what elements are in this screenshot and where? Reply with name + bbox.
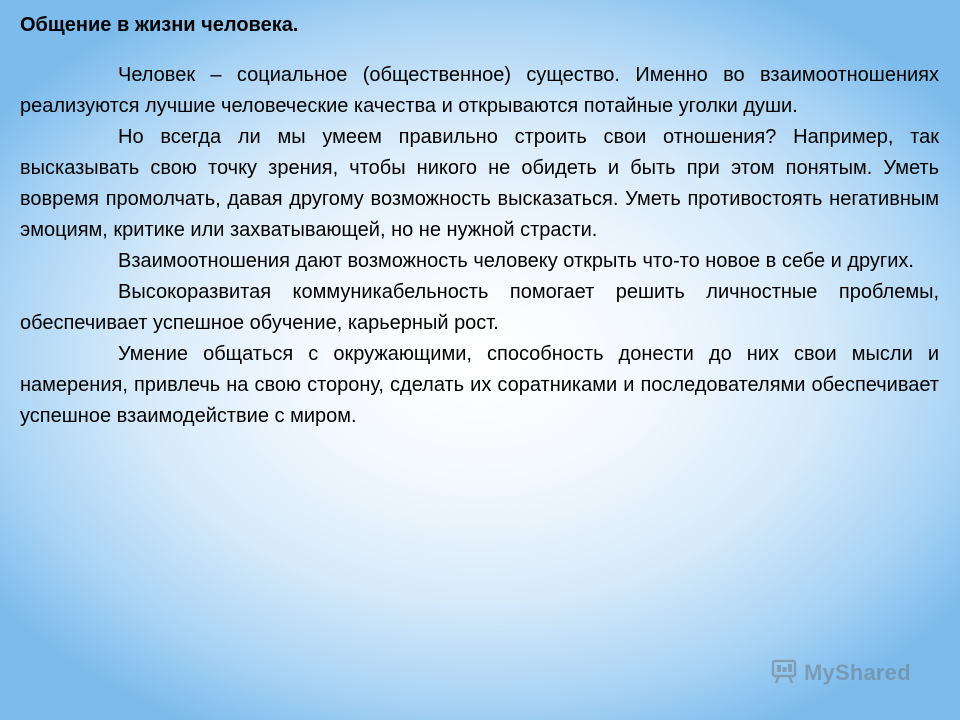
slide-title: Общение в жизни человека. [20, 14, 299, 36]
paragraph-4: Высокоразвитая коммуникабельность помогает решить личностные проблемы, обеспечивает успешное обучение, карьерный рост. [20, 281, 939, 334]
paragraph-3: Взаимоотношения дают возможность человеку открыть что-то новое в себе и других. [118, 250, 914, 272]
presentation-board-icon [770, 657, 798, 690]
paragraph-5: Умение общаться с окружающими, способность донести до них свои мысли и намерения, привлечь на свою сторону, сделать их соратниками и последователями обеспечивает успешное взаимодействие с миром. [20, 343, 939, 427]
slide-content [20, 12, 939, 432]
myshared-watermark [770, 658, 930, 688]
watermark-text: MyShared [804, 660, 911, 685]
paragraph-1: Человек – социальное (общественное) существо. Именно во взаимоотношениях реализуются лучшие человеческие качества и открываются потайные уголки души. [20, 64, 939, 117]
paragraph-2: Но всегда ли мы умеем правильно строить свои отношения? Например, так высказывать свою точку зрения, чтобы никого не обидеть и быть при этом понятым. Уметь вовремя промолчать, давая другому возможность высказаться. Уметь противостоять негативным эмоциям, критике или захватывающей, но не нужной страсти. [20, 126, 939, 241]
